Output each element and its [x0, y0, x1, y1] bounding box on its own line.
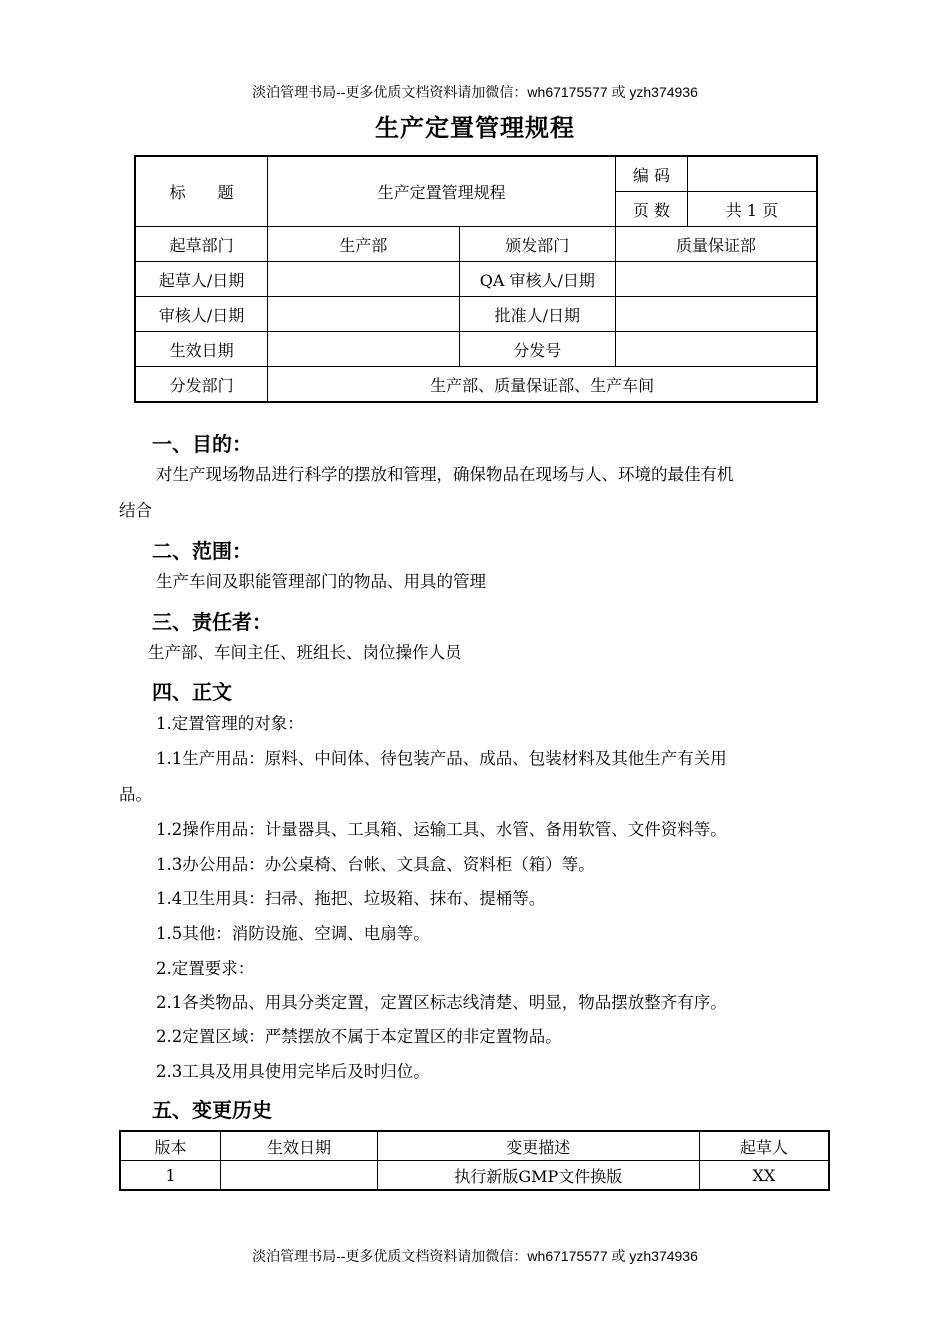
body-item-2: 2.定置要求： — [156, 959, 255, 978]
qa-label: QA 审核人/日期 — [459, 262, 616, 297]
body-item-1-4: 1.4卫生用具：扫帚、拖把、垃圾箱、抹布、提桶等。 — [156, 889, 546, 908]
responsible-text: 生产部、车间主任、班组长、岗位操作人员 — [148, 643, 462, 662]
approver-value — [616, 297, 817, 332]
issue-dept-label: 颁发部门 — [459, 227, 616, 262]
body-item-2-3: 2.3工具及用具使用完毕后及时归位。 — [156, 1062, 430, 1081]
change-history-table — [119, 1130, 830, 1191]
footer-note: 淡泊管理书局--更多优质文档资料请加微信：wh67175577 或 yzh374936 — [252, 1248, 698, 1264]
body-item-1-5: 1.5其他：消防设施、空调、电扇等。 — [156, 924, 430, 943]
body-item-1-3: 1.3办公用品：办公桌椅、台帐、文具盒、资料柜（箱）等。 — [156, 855, 595, 874]
code-value — [687, 156, 817, 192]
history-header-date: 生效日期 — [221, 1131, 378, 1161]
history-header-drafter: 起草人 — [699, 1131, 829, 1161]
pages-label: 页 数 — [616, 192, 688, 227]
purpose-text-line1: 对生产现场物品进行科学的摆放和管理，确保物品在现场与人、环境的最佳有机 — [156, 465, 734, 484]
dist-dept-value: 生产部、质量保证部、生产车间 — [268, 367, 817, 403]
draft-dept-value: 生产部 — [268, 227, 459, 262]
history-header-row — [120, 1131, 829, 1161]
section-purpose-heading: 一、目的： — [152, 432, 252, 456]
scope-text: 生产车间及职能管理部门的物品、用具的管理 — [156, 572, 486, 591]
body-item-2-2: 2.2定置区域：严禁摆放不属于本定置区的非定置物品。 — [156, 1027, 562, 1046]
section-body-heading: 四、正文 — [152, 680, 232, 704]
history-description: 执行新版GMP文件换版 — [377, 1161, 699, 1191]
history-header-description: 变更描述 — [377, 1131, 699, 1161]
table-row — [120, 1161, 829, 1191]
title-value: 生产定置管理规程 — [268, 156, 616, 227]
page-title: 生产定置管理规程 — [375, 113, 575, 142]
dist-dept-label: 分发部门 — [135, 367, 268, 403]
title-label: 标 题 — [135, 156, 268, 227]
issue-dept-value: 质量保证部 — [616, 227, 817, 262]
approver-label: 批准人/日期 — [459, 297, 616, 332]
body-item-1-2: 1.2操作用品：计量器具、工具箱、运输工具、水管、备用软管、文件资料等。 — [156, 820, 727, 839]
document-info-table — [134, 155, 818, 403]
purpose-text-line2: 结合 — [119, 501, 152, 520]
effective-date-value — [268, 332, 459, 367]
section-responsible-heading: 三、责任者： — [152, 610, 272, 634]
draft-dept-label: 起草部门 — [135, 227, 268, 262]
drafter-value — [268, 262, 459, 297]
section-scope-heading: 二、范围： — [152, 539, 252, 563]
history-date — [221, 1161, 378, 1191]
dist-no-value — [616, 332, 817, 367]
body-item-1: 1.定置管理的对象： — [156, 714, 304, 733]
qa-value — [616, 262, 817, 297]
body-item-1-1-line2: 品。 — [119, 785, 152, 804]
history-drafter: XX — [699, 1161, 829, 1191]
history-version: 1 — [120, 1161, 221, 1191]
dist-no-label: 分发号 — [459, 332, 616, 367]
drafter-label: 起草人/日期 — [135, 262, 268, 297]
pages-value: 共 1 页 — [687, 192, 817, 227]
section-history-heading: 五、变更历史 — [152, 1098, 272, 1122]
code-label: 编 码 — [616, 156, 688, 192]
effective-date-label: 生效日期 — [135, 332, 268, 367]
reviewer-value — [268, 297, 459, 332]
header-note: 淡泊管理书局--更多优质文档资料请加微信：wh67175577 或 yzh374936 — [252, 84, 698, 100]
body-item-1-1-line1: 1.1生产用品：原料、中间体、待包装产品、成品、包装材料及其他生产有关用 — [156, 749, 727, 768]
body-item-2-1: 2.1各类物品、用具分类定置，定置区标志线清楚、明显，物品摆放整齐有序。 — [156, 993, 727, 1012]
reviewer-label: 审核人/日期 — [135, 297, 268, 332]
history-header-version: 版本 — [120, 1131, 221, 1161]
